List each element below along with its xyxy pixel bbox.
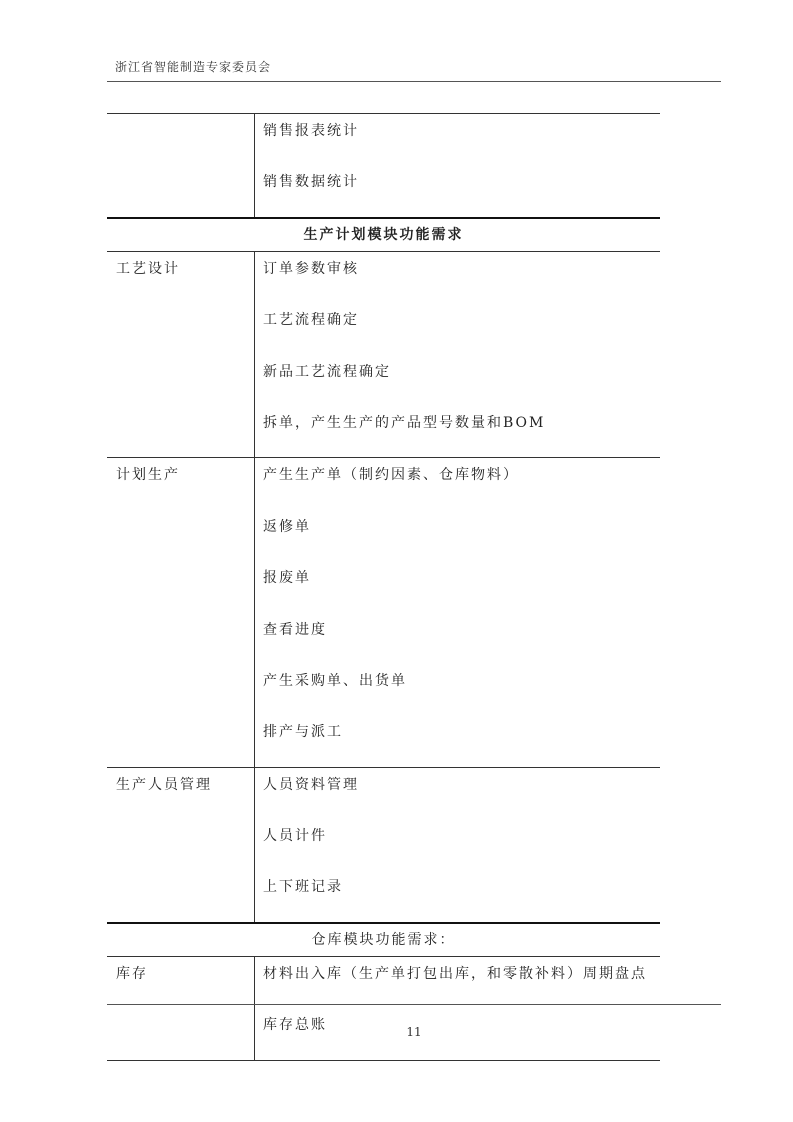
list-item: 订单参数审核 — [263, 260, 359, 277]
list-item: 新品工艺流程确定 — [263, 363, 391, 380]
header-divider — [107, 81, 721, 82]
warehouse-module-heading: 仓库模块功能需求： — [107, 924, 660, 957]
sales-section — [107, 114, 660, 219]
list-item: 返修单 — [263, 518, 311, 535]
list-item: 人员资料管理 — [263, 776, 359, 793]
list-item: 产生生产单（制约因素、仓库物料） — [263, 467, 519, 484]
section-label: 工艺设计 — [107, 252, 255, 458]
document-header: 浙江省智能制造专家委员会 — [115, 60, 272, 74]
staff-section — [107, 768, 660, 924]
list-item: 销售数据统计 — [263, 174, 359, 191]
list-item: 排产与派工 — [263, 724, 343, 741]
list-item: 产生采购单、出货单 — [263, 672, 407, 689]
inventory-items — [255, 957, 660, 1060]
production-module-heading: 生产计划模块功能需求 — [107, 219, 660, 252]
list-item: 报废单 — [263, 570, 311, 587]
section-label — [107, 114, 255, 217]
list-item: 材料出入库（生产单打包出库，和零散补料）周期盘点 — [263, 965, 647, 982]
craft-items — [255, 252, 660, 458]
list-item: 工艺流程确定 — [263, 312, 359, 329]
plan-section — [107, 458, 660, 767]
inventory-section — [107, 957, 660, 1061]
list-item: 查看进度 — [263, 621, 327, 638]
sales-items — [255, 114, 660, 217]
requirements-table — [107, 113, 660, 1061]
list-item: 销售报表统计 — [263, 123, 359, 139]
footer-divider — [107, 1004, 721, 1005]
section-label: 生产人员管理 — [107, 768, 255, 922]
list-item: 拆单，产生生产的产品型号数量和BOM — [263, 414, 546, 431]
plan-items — [255, 458, 660, 766]
section-label: 库存 — [107, 957, 255, 1060]
list-item: 上下班记录 — [263, 879, 343, 896]
list-item: 人员计件 — [263, 828, 327, 845]
staff-items — [255, 768, 660, 922]
page-number: 11 — [406, 1025, 422, 1039]
craft-section — [107, 252, 660, 459]
section-label: 计划生产 — [107, 458, 255, 766]
list-item: 库存总账 — [263, 1017, 327, 1034]
